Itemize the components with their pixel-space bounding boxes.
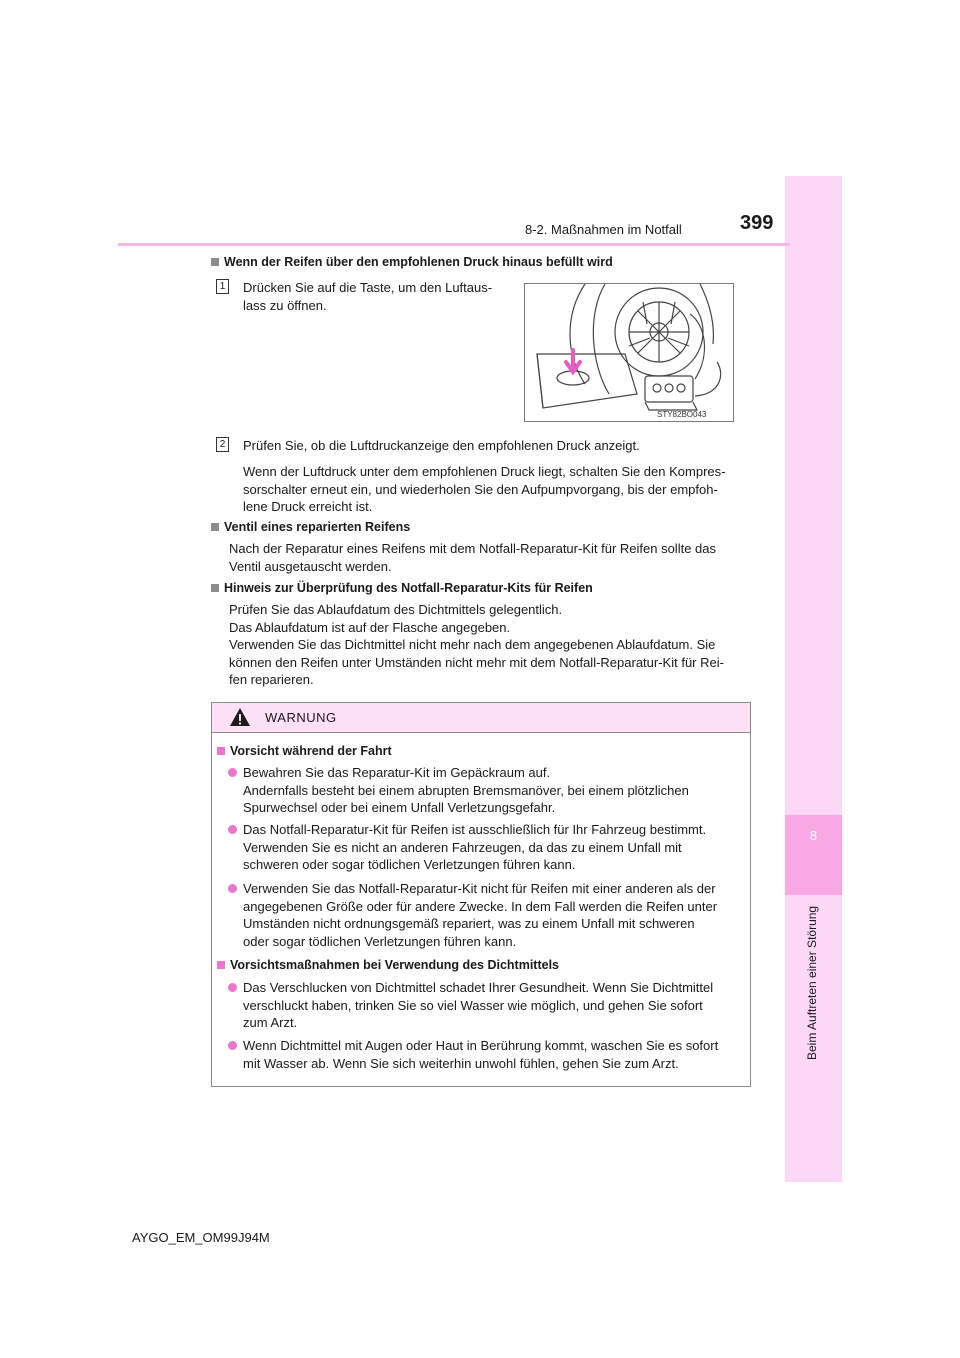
section-heading-valve: Ventil eines reparierten Reifens bbox=[211, 520, 410, 534]
check-text: Prüfen Sie das Ablaufdatum des Dichtmittels gelegentlich. Das Ablaufdatum ist auf der Flasche angegeben. Verwenden Sie das Dichtmittel nicht mehr nach dem angegebenen Ablaufdatum. Sie können den Reifen unter Umständen nicht mehr mit dem Notfall-Reparatur-Kit für Rei- fen reparieren. bbox=[229, 602, 724, 687]
square-bullet-icon bbox=[211, 584, 219, 592]
warning-bullet-1: Bewahren Sie das Reparatur-Kit im Gepäckraum auf. Andernfalls besteht bei einem abrupten Bremsmanöver, bei einem plötzlichen Spurwechsel oder bei einem Unfall Verletzungsgefahr. bbox=[243, 765, 689, 815]
warning-heading-driving: Vorsicht während der Fahrt bbox=[217, 744, 392, 758]
bullet-dot-icon bbox=[228, 825, 237, 834]
sidebar-label: Beim Auftreten einer Störung bbox=[805, 905, 819, 1060]
section-heading-overinflated: Wenn der Reifen über den empfohlenen Druck hinaus befüllt wird bbox=[211, 255, 613, 269]
chapter-title: 8-2. Maßnahmen im Notfall bbox=[525, 222, 682, 237]
square-bullet-icon bbox=[217, 961, 225, 969]
warning-box bbox=[211, 702, 751, 1087]
step-number-2: 2 bbox=[216, 437, 229, 452]
warning-bullet-3: Verwenden Sie das Notfall-Reparatur-Kit nicht für Reifen mit einer anderen als der angegebenen Größe oder für andere Zwecke. In dem Fall werden die Reifen unter Umständen nicht ordnungsgemäß repariert, was zu einem Unfall mit schweren oder sogar tödlichen Verletzungen führen kann. bbox=[243, 881, 718, 949]
warning-heading-sealant: Vorsichtsmaßnahmen bei Verwendung des Dichtmittels bbox=[217, 958, 559, 972]
tire-compressor-drawing bbox=[525, 284, 733, 421]
warning-triangle-icon bbox=[229, 707, 251, 727]
chapter-tab bbox=[785, 815, 842, 895]
warning-bullet-2: Das Notfall-Reparatur-Kit für Reifen ist ausschließlich für Ihr Fahrzeug bestimmt. Verwenden Sie es nicht an anderen Fahrzeugen, da das zu einem Unfall mit schweren oder sogar tödlichen Verletzungen führen kann. bbox=[243, 822, 707, 872]
warning-bullet-5: Wenn Dichtmittel mit Augen oder Haut in Berührung kommt, waschen Sie es sofort mit Wasser ab. Wenn Sie sich weiterhin unwohl fühlen, gehen Sie zum Arzt. bbox=[243, 1038, 719, 1071]
step-number-1: 1 bbox=[216, 279, 229, 294]
header-rule bbox=[118, 243, 790, 246]
warning-title: WARNUNG bbox=[265, 710, 337, 725]
square-bullet-icon bbox=[211, 523, 219, 531]
bullet-dot-icon bbox=[228, 983, 237, 992]
step-1-text: Drücken Sie auf die Taste, um den Luftaus- lass zu öffnen. bbox=[243, 280, 493, 313]
warning-bullet-4: Das Verschlucken von Dichtmittel schadet Ihrer Gesundheit. Wenn Sie Dichtmittel verschluckt haben, trinken Sie so viel Wasser wie möglich, und gehen Sie sofort zum Arzt. bbox=[243, 980, 714, 1030]
bullet-dot-icon bbox=[228, 884, 237, 893]
figure-compressor-illustration bbox=[524, 283, 734, 422]
warning-header bbox=[212, 703, 750, 733]
chapter-tab-number: 8 bbox=[809, 828, 818, 843]
page-number: 399 bbox=[740, 212, 774, 234]
step-2-note: Wenn der Luftdruck unter dem empfohlenen Druck liegt, schalten Sie den Kompres- sorschalter erneut ein, und wiederholen Sie den Aufpumpvorgang, bis der empfoh- lene Druck erreicht ist. bbox=[243, 464, 726, 514]
valve-text: Nach der Reparatur eines Reifens mit dem Notfall-Reparatur-Kit für Reifen sollte das Ventil ausgetauscht werden. bbox=[229, 541, 716, 574]
square-bullet-icon bbox=[217, 747, 225, 755]
document-code: AYGO_EM_OM99J94M bbox=[132, 1230, 270, 1245]
bullet-dot-icon bbox=[228, 1041, 237, 1050]
sidebar-label-wrap bbox=[805, 905, 821, 1060]
bullet-dot-icon bbox=[228, 768, 237, 777]
step-2-text: Prüfen Sie, ob die Luftdruckanzeige den empfohlenen Druck anzeigt. bbox=[243, 438, 640, 453]
square-bullet-icon bbox=[211, 258, 219, 266]
figure-code: STY82BO043 bbox=[657, 410, 707, 419]
section-heading-check: Hinweis zur Überprüfung des Notfall-Reparatur-Kits für Reifen bbox=[211, 581, 593, 595]
